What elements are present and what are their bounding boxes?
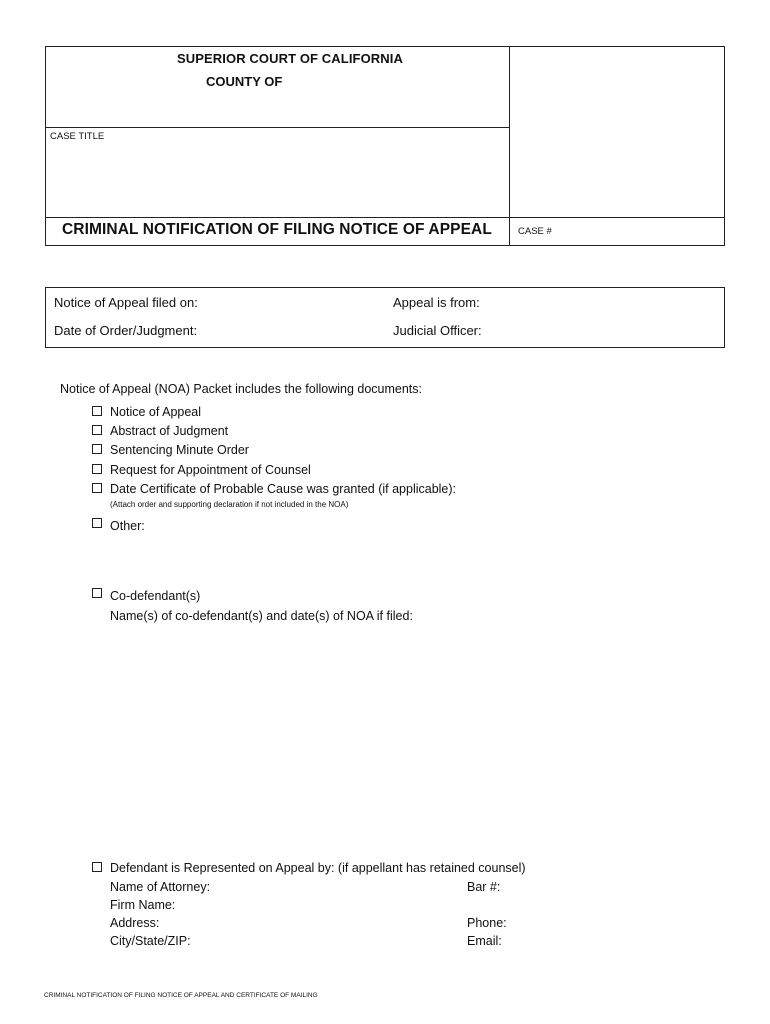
form-title: CRIMINAL NOTIFICATION OF FILING NOTICE OF APPEAL [62, 221, 492, 238]
packet-item-request-counsel: Request for Appointment of Counsel [110, 463, 311, 477]
page-footer: CRIMINAL NOTIFICATION OF FILING NOTICE OF APPEAL AND CERTIFICATE OF MAILING [44, 992, 318, 999]
packet-intro: Notice of Appeal (NOA) Packet includes the following documents: [60, 382, 422, 396]
case-title-label: CASE TITLE [50, 131, 105, 142]
checkbox-other[interactable] [92, 518, 102, 528]
firm-name-label: Firm Name: [110, 898, 176, 912]
header-box [45, 46, 725, 246]
bar-number-label: Bar #: [467, 880, 501, 894]
packet-item-probable-cause: Date Certificate of Probable Cause was granted (if applicable): [110, 482, 457, 496]
checkbox-abstract-of-judgment[interactable] [92, 425, 102, 435]
checkbox-request-counsel[interactable] [92, 464, 102, 474]
judicial-officer-label: Judicial Officer: [393, 323, 482, 338]
case-number-label: CASE # [518, 226, 552, 237]
city-state-zip-label: City/State/ZIP: [110, 934, 191, 948]
checkbox-represented[interactable] [92, 862, 102, 872]
order-date-label: Date of Order/Judgment: [54, 323, 198, 338]
address-label: Address: [110, 916, 160, 930]
court-name: SUPERIOR COURT OF CALIFORNIA [177, 51, 403, 66]
represented-label: Defendant is Represented on Appeal by: (if appellant has retained counsel) [110, 861, 526, 875]
packet-item-sentencing-minute-order: Sentencing Minute Order [110, 443, 249, 457]
phone-label: Phone: [467, 916, 507, 930]
packet-item-notice-of-appeal: Notice of Appeal [110, 405, 202, 419]
attach-note: (Attach order and supporting declaration if not included in the NOA) [110, 500, 349, 509]
noa-filed-label: Notice of Appeal filed on: [54, 295, 198, 310]
email-label: Email: [467, 934, 502, 948]
header-divider-vertical [509, 46, 510, 246]
attorney-name-label: Name of Attorney: [110, 880, 211, 894]
checkbox-notice-of-appeal[interactable] [92, 406, 102, 416]
appeal-from-label: Appeal is from: [393, 295, 480, 310]
checkbox-sentencing-minute-order[interactable] [92, 444, 102, 454]
codefendant-names-label: Name(s) of co-defendant(s) and date(s) of NOA if filed: [110, 609, 413, 623]
other-label: Other: [110, 519, 145, 533]
checkbox-codefendant[interactable] [92, 588, 102, 598]
header-divider-case-title [45, 127, 509, 128]
codefendant-label: Co-defendant(s) [110, 589, 201, 603]
county-label: COUNTY OF [206, 74, 283, 89]
header-divider-title [45, 217, 725, 218]
packet-item-abstract-of-judgment: Abstract of Judgment [110, 424, 229, 438]
checkbox-probable-cause[interactable] [92, 483, 102, 493]
